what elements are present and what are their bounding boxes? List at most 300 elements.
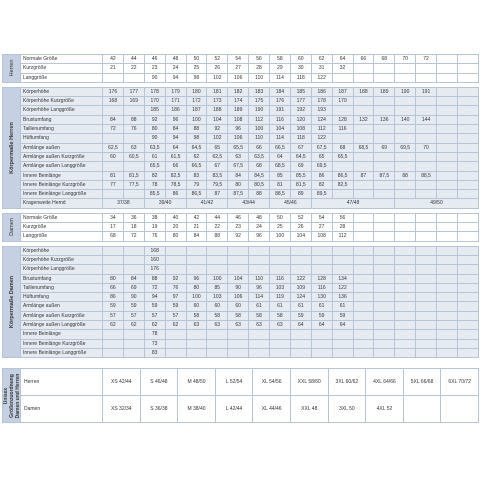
table-cell: 94 [165,134,186,143]
table-cell: 58 [207,311,228,320]
table-cell: 66,5 [186,162,207,171]
table-row [3,302,479,311]
collar-size-cell: 47/48 [311,199,395,208]
table-cell: 60 [103,152,124,161]
row-label: Herren [21,369,103,396]
table-cell [270,246,291,255]
table-cell [207,330,228,339]
table-cell [207,246,228,255]
table-cell: 175 [249,97,270,106]
table-cell [395,283,416,292]
table-cell: 185 [144,106,165,115]
table-cell: 62 [103,321,124,330]
table-cell [395,223,416,232]
table-cell [457,213,478,222]
table-cell [270,265,291,274]
table-cell: 81 [270,180,291,189]
table-cell [353,180,374,189]
row-label: Kurzgröße [21,64,103,73]
table-cell [270,348,291,357]
table-row [3,232,479,241]
table-cell [441,396,479,423]
table-cell [437,321,458,330]
row-label: Körperhöhe [21,246,103,255]
table-cell: 90 [123,293,144,302]
table-cell [123,255,144,264]
table-cell: 140 [395,115,416,124]
table-cell [437,162,458,171]
row-label: Innere Beinlänge Kurzgröße [21,180,103,189]
row-label: Armlänge außen Kurzgröße [21,152,103,161]
table-cell: 180 [186,87,207,96]
collar-size-cell: 49/50 [395,199,479,208]
table-cell [332,134,353,143]
table-cell: 84 [123,274,144,283]
table-cell: 174 [228,97,249,106]
table-cell [207,255,228,264]
table-cell [207,339,228,348]
table-cell: 64 [311,321,332,330]
table-cell [165,265,186,274]
table-cell: 72 [144,283,165,292]
table-cell [395,302,416,311]
table-cell: 119 [270,293,291,302]
table-cell: 176 [144,265,165,274]
table-cell [374,330,395,339]
table-cell: 82 [311,180,332,189]
size-chart [2,54,478,423]
table-cell: 62 [144,321,165,330]
table-cell: 68 [249,162,270,171]
table-cell: 65,5 [144,162,165,171]
table-cell: 59 [123,302,144,311]
table-cell [123,330,144,339]
table-cell [186,246,207,255]
table-cell: 109 [290,283,311,292]
table-cell: 128 [311,274,332,283]
table-cell [416,223,437,232]
table-cell: 116 [311,283,332,292]
table-cell [416,255,437,264]
table-cell [457,152,478,161]
table-cell [311,330,332,339]
table-row [3,97,479,106]
table-cell: 67,5 [311,143,332,152]
table-row [3,64,479,73]
table-row [3,87,479,96]
table-cell: 92 [165,274,186,283]
row-label: Langgröße [21,73,103,82]
table-cell [437,115,458,124]
table-cell: 100 [249,125,270,134]
table-cell [353,348,374,357]
table-cell [395,232,416,241]
row-label: Innere Beinlänge Kurzgröße [21,339,103,348]
table-cell [457,302,478,311]
row-label: Armlänge außen Langgröße [21,321,103,330]
table-cell: 59 [165,302,186,311]
table-cell [457,171,478,180]
table-cell [437,232,458,241]
row-label: Normale Größe [21,55,103,64]
table-cell: 96 [165,115,186,124]
table-cell [332,106,353,115]
table-cell [457,255,478,264]
table-cell [395,152,416,161]
table-cell: 18 [123,223,144,232]
unisex-size-table [2,368,479,423]
table-cell: 103 [207,293,228,302]
table-cell: 172 [186,97,207,106]
table-cell: 188 [207,106,228,115]
table-cell: 181 [207,87,228,96]
table-cell: 52 [290,213,311,222]
table-cell: 64,5 [186,143,207,152]
table-cell: 19 [144,223,165,232]
table-cell [228,348,249,357]
table-cell [290,339,311,348]
table-cell [353,134,374,143]
table-cell [353,321,374,330]
table-cell: 54 [228,55,249,64]
table-cell: 116 [270,115,291,124]
table-cell: 88,5 [416,171,437,180]
table-cell: 42 [186,213,207,222]
table-cell [165,348,186,357]
table-cell: 178 [144,87,165,96]
table-cell: 69 [374,143,395,152]
table-cell: 84 [186,232,207,241]
table-cell: 72 [123,232,144,241]
table-cell: 57 [165,311,186,320]
table-cell [457,162,478,171]
table-cell [437,255,458,264]
table-cell: 136 [374,115,395,124]
table-row [3,125,479,134]
row-label: Körperhöhe [21,87,103,96]
row-label: Taillenumfang [21,125,103,134]
table-cell: 96 [186,274,207,283]
table-cell: 62,5 [103,143,124,152]
table-cell [165,255,186,264]
table-cell [186,330,207,339]
table-cell: 136 [332,293,353,302]
table-cell [437,134,458,143]
table-cell [395,162,416,171]
table-cell [165,246,186,255]
table-cell [374,232,395,241]
table-cell: XXL 48 [290,396,328,423]
table-cell [374,311,395,320]
table-cell: 81 [103,171,124,180]
table-cell: S 36/38 [140,396,178,423]
table-cell: 83 [186,171,207,180]
table-cell: 76 [144,232,165,241]
table-cell [311,255,332,264]
table-cell [395,339,416,348]
table-cell [416,162,437,171]
table-cell: 72 [103,125,124,134]
row-label: Innere Beinlänge Langgröße [21,190,103,199]
table-row [3,339,479,348]
table-cell [457,265,478,274]
table-cell: 68 [374,55,395,64]
table-cell: XS 32/34 [103,396,141,423]
table-cell: 176 [270,97,291,106]
table-cell: 98 [186,134,207,143]
table-cell: 22 [123,64,144,73]
table-cell: 100 [186,115,207,124]
table-cell: 64 [290,321,311,330]
table-cell [416,152,437,161]
table-row [3,213,479,222]
table-cell [457,125,478,134]
table-cell: 48 [249,213,270,222]
table-cell: 130 [311,293,332,302]
table-cell [103,255,124,264]
table-cell: 78 [144,180,165,189]
table-cell [353,265,374,274]
collar-size-cell: 39/40 [144,199,186,208]
table-cell: 116 [332,125,353,134]
table-cell [353,97,374,106]
table-cell: 84 [103,115,124,124]
table-cell: 104 [228,274,249,283]
table-cell: 64 [332,321,353,330]
table-cell: 63 [249,321,270,330]
table-cell: 118 [290,73,311,82]
table-cell: 44 [123,55,144,64]
table-cell [437,311,458,320]
group-label-text: Unisex Größenzuordnung Damen und Herren [2,373,21,419]
table-cell: 66 [165,162,186,171]
table-cell: 4XL 52 [366,396,404,423]
table-cell [437,73,458,82]
group-label-text: Körpermaße Herren [8,121,15,174]
table-cell [374,348,395,357]
row-label: Langgröße [21,232,103,241]
table-cell: 58 [270,311,291,320]
table-cell: 61 [332,302,353,311]
table-cell: 65 [207,143,228,152]
table-cell [437,180,458,189]
table-cell: 132 [353,115,374,124]
table-cell: 50 [186,55,207,64]
table-cell: 72 [416,55,437,64]
table-cell [395,293,416,302]
table-cell: 63 [270,321,291,330]
table-cell: 62 [186,152,207,161]
table-cell [103,162,124,171]
table-row [3,171,479,180]
table-cell [290,246,311,255]
group-label [3,87,21,208]
table-cell [437,106,458,115]
table-cell [332,255,353,264]
table-cell [395,330,416,339]
table-cell [457,64,478,73]
table-cell [437,223,458,232]
table-cell [228,255,249,264]
table-cell: 67,5 [228,162,249,171]
table-cell: 168 [144,246,165,255]
table-cell: 61 [249,302,270,311]
table-cell: 17 [103,223,124,232]
table-row [3,321,479,330]
table-cell [416,180,437,189]
table-cell [332,162,353,171]
table-cell [353,311,374,320]
table-cell: 108 [311,232,332,241]
table-cell: 112 [249,115,270,124]
table-cell [207,265,228,274]
table-cell [103,246,124,255]
table-cell: 168 [103,97,124,106]
table-cell [437,64,458,73]
table-cell [374,190,395,199]
table-cell: 68,5 [353,143,374,152]
table-cell: 60 [207,302,228,311]
row-label: Armlänge außen Kurzgröße [21,311,103,320]
table-cell: 90 [144,134,165,143]
table-cell [332,246,353,255]
table-cell: XXL 58/60 [290,369,328,396]
table-cell: 31 [311,64,332,73]
table-cell: 89,5 [311,190,332,199]
table-cell [416,302,437,311]
table-cell [374,106,395,115]
table-cell [395,180,416,189]
table-cell: 63 [207,321,228,330]
table-cell [416,293,437,302]
table-cell [374,302,395,311]
table-cell [353,274,374,283]
table-cell: 87 [207,190,228,199]
table-cell [374,180,395,189]
table-cell: 44 [207,213,228,222]
table-cell: 48 [165,55,186,64]
table-row [3,115,479,124]
table-cell: 69,5 [395,143,416,152]
table-cell [123,339,144,348]
table-cell: 57 [144,311,165,320]
table-cell: 63,5 [144,143,165,152]
table-row [3,369,479,396]
table-cell: 192 [290,106,311,115]
table-cell: 85,5 [290,171,311,180]
row-label: Normale Größe [21,213,103,222]
table-cell: 68 [103,232,124,241]
table-cell: 177 [290,97,311,106]
table-cell [416,213,437,222]
table-cell: 169 [123,97,144,106]
table-cell [437,293,458,302]
table-cell [103,348,124,357]
table-cell: 65,5 [228,143,249,152]
table-cell: 30 [290,64,311,73]
table-cell: 88 [395,171,416,180]
table-cell [457,143,478,152]
table-cell: 61 [270,302,291,311]
table-cell [416,348,437,357]
table-cell: 63 [123,143,144,152]
collar-size-cell: 37/38 [103,199,145,208]
table-cell [249,255,270,264]
row-label: Hüftumfang [21,293,103,302]
table-cell [123,265,144,274]
table-cell: 83 [144,348,165,357]
table-cell: 106 [228,134,249,143]
table-cell: M 48/50 [178,369,216,396]
table-cell [416,106,437,115]
table-cell: 76 [165,283,186,292]
table-cell [311,246,332,255]
table-cell [416,125,437,134]
table-cell: 68 [332,143,353,152]
table-cell: 63 [228,321,249,330]
table-cell [103,73,124,82]
table-cell [457,330,478,339]
table-cell [332,339,353,348]
table-cell: 58 [270,55,291,64]
table-cell: 70 [416,143,437,152]
table-cell: 58 [228,311,249,320]
table-cell: S 46/48 [140,369,178,396]
table-row [3,106,479,115]
table-cell: 98 [186,73,207,82]
table-cell [270,330,291,339]
table-cell: 26 [290,223,311,232]
table-cell [395,125,416,134]
collar-size-cell: 43/44 [228,199,270,208]
table-cell: 54 [311,213,332,222]
table-cell [374,283,395,292]
table-cell: 188 [353,87,374,96]
table-cell [249,330,270,339]
table-row [3,55,479,64]
table-cell [186,265,207,274]
row-label: Armlänge außen Langgröße [21,162,103,171]
table-cell: 190 [395,87,416,96]
table-row [3,190,479,199]
group-label [3,246,21,358]
table-cell: 20 [165,223,186,232]
table-cell [437,143,458,152]
table-cell: 5XL 66/68 [403,369,441,396]
group-label [3,55,21,83]
table-cell: 57 [123,311,144,320]
table-cell: 58 [186,311,207,320]
table-cell [290,265,311,274]
table-cell [103,106,124,115]
table-cell: 114 [270,134,291,143]
table-cell: 94 [144,293,165,302]
table-cell [353,64,374,73]
table-cell: 34 [103,213,124,222]
table-cell [186,339,207,348]
table-cell: 60 [290,55,311,64]
table-cell [123,134,144,143]
table-cell [270,339,291,348]
table-cell [457,283,478,292]
table-cell: 29 [270,64,291,73]
table-cell: M 38/40 [178,396,216,423]
table-cell [332,190,353,199]
table-cell [374,339,395,348]
table-cell [437,265,458,274]
table-cell: 61 [290,302,311,311]
table-cell: 59 [290,311,311,320]
